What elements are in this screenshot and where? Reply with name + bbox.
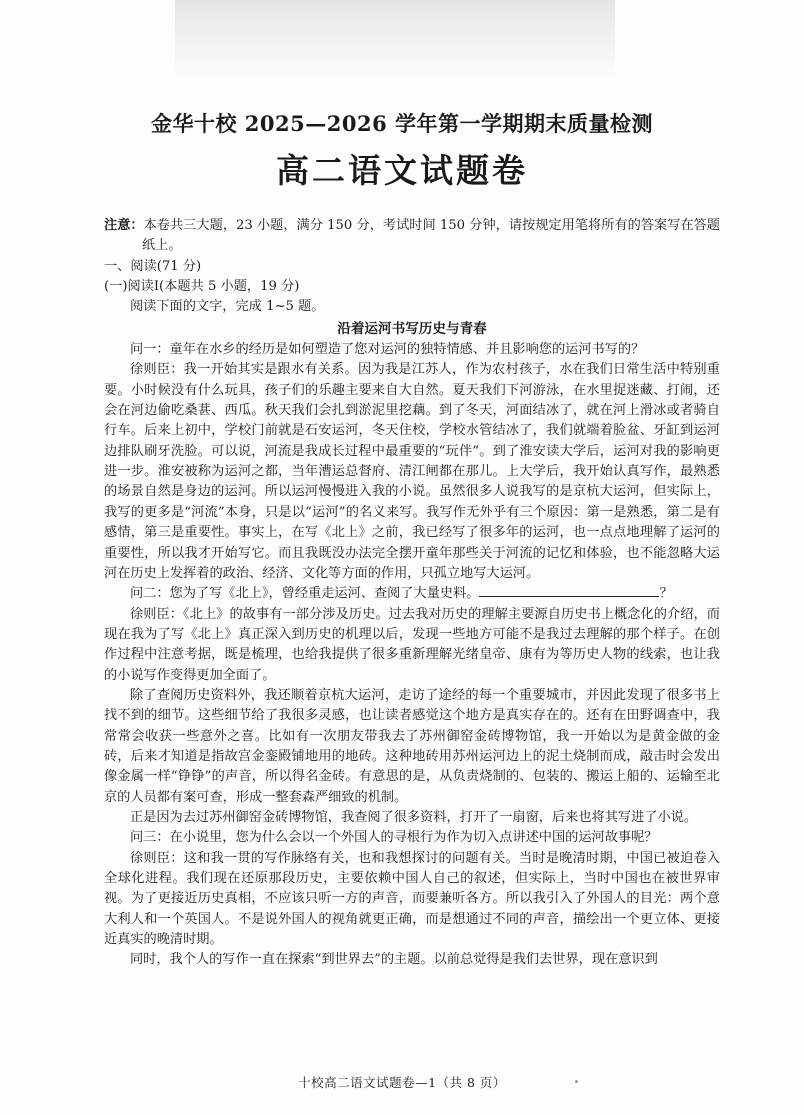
fill-in-blank	[479, 584, 659, 597]
scan-speck	[575, 1080, 578, 1083]
exam-title: 金华十校 2025—2026 学年第一学期期末质量检测	[150, 111, 653, 136]
answer-three-paragraph: 同时，我个人的写作一直在探索“到世界去”的主题。以前总觉得是我们去世界，现在意识到	[130, 952, 658, 968]
question-one: 问一：童年在水乡的经历是如何塑造了您对运河的独特情感、并且影响您的运河书写的？	[130, 342, 645, 358]
answer-one: 徐则臣：我一开始其实是跟水有关系。因为我是江苏人，作为农村孩子，水在我们日常生活中特别重要。小时候没有什么玩具，孩子们的乐趣主要来自大自然。夏天我们下河游泳，在水里捉迷藏、打闹，还会在河边偷吃桑葚、西瓜。秋天我们会扎到淤泥里挖藕。到了冬天，河面结冰了，就在河上滑冰或者骑自行车。后来上初中，学校门前就是石安运河，冬天住校，学校水管结冰了，我们就端着脸盆、牙缸到运河边排队刷牙洗脸。可以说，河流是我成长过程中最重要的“玩伴”。到了淮安读大学后，运河对我的影响更进一步。淮安被称为运河之都，当年漕运总督府、清江闸都在那儿。上大学后，我开始认真写作，最熟悉的场景自然是身边的运河。所以运河慢慢进入我的小说。虽然很多人说我写的是京杭大运河，但实际上，我写的更多是“河流”本身，只是以“运河”的名义来写。我写作无外乎有三个原因：第一是熟悉，第二是有感情，第三是重要性。事实上，在写《北上》之前，我已经写了很多年的运河，也一点点地理解了运河的重要性，所以我才开始写它。而且我既没办法完全摆开童年那些关于河流的记忆和体验，也不能忽略大运河在历史上发挥着的政治、经济、文化等方面的作用，只孤立地写大运河。	[104, 362, 720, 581]
notice-label: 注意：	[104, 218, 144, 233]
reading-instruction: 阅读下面的文字，完成 1~5 题。	[130, 299, 325, 315]
question-two-text: 问二：您为了写《北上》，曾经重走运河、查阅了大量史料。	[130, 586, 480, 602]
question-three: 问三：在小说里，您为什么会以一个外国人的寻根行为作为切入点讲述中国的运河故事呢？	[130, 830, 658, 846]
paper-title: 高二语文试题卷	[276, 151, 528, 190]
subsection-heading: (一)阅读Ⅰ(本题共 5 小题，19 分)	[104, 279, 300, 295]
answer-two-paragraph: 正是因为去过苏州御窑金砖博物馆，我查阅了很多资料，打开了一扇窗，后来也将其写进了小说。	[130, 809, 698, 825]
notice	[104, 216, 720, 257]
answer-three-paragraph: 徐则臣：这和我一贯的写作脉络有关，也和我想探讨的问题有关。当时是晚清时期，中国已被迫卷入全球化进程。我们现在还原那段历史，主要依赖中国人自己的叙述，但实际上，当时中国也在被世界审视。为了更接近历史真相，不应该只听一方的声音，而要兼听各方。所以我引入了外国人的目光：两个意大利人和一个英国人。不是说外国人的视角就更正确，而是想通过不同的声音，描绘出一个更立体、更接近真实的晚清时期。	[104, 850, 720, 948]
question-two	[104, 584, 720, 604]
section-heading: 一、阅读(71 分)	[104, 258, 202, 274]
passage-title: 沿着运河书写历史与青春	[337, 320, 487, 337]
page-footer: 十校高二语文试题卷—1（共 8 页）	[298, 1075, 506, 1090]
scan-shadow	[175, 0, 615, 80]
question-two-end: ？	[659, 586, 673, 602]
answer-two-paragraph: 徐则臣：《北上》的故事有一部分涉及历史。过去我对历史的理解主要源自历史书上概念化的介绍，而现在我为了写《北上》真正深入到历史的机理以后，发现一些地方可能不是我过去理解的那个样子。在创作过程中注意考据，既是梳理，也给我提供了很多重新理解光绪皇帝、康有为等历史人物的线索，也让我的小说写作变得更加全面了。	[104, 606, 720, 683]
document-body	[104, 216, 720, 971]
answer-two-paragraph: 除了查阅历史资料外，我还顺着京杭大运河，走访了途经的每一个重要城市，并因此发现了很多书上找不到的细节。这些细节给了我很多灵感，也让读者感觉这个地方是真实存在的。还有在田野调查中，我常常会收获一些意外之喜。比如有一次朋友带我去了苏州御窑金砖博物馆，我一开始以为是黄金做的金砖，后来才知道是指故宫金銮殿铺地用的地砖。这种地砖用苏州运河边上的泥土烧制而成，敲击时会发出像金属一样“铮铮”的声音，所以得名金砖。有意思的是，从负责烧制的、包装的、搬运上船的、运输至北京的人员都有案可查，形成一整套森严细致的机制。	[104, 687, 720, 805]
notice-text: 本卷共三大题，23 小题，满分 150 分，考试时间 150 分钟，请按规定用笔将所有的答案写在答题纸上。	[142, 218, 720, 254]
